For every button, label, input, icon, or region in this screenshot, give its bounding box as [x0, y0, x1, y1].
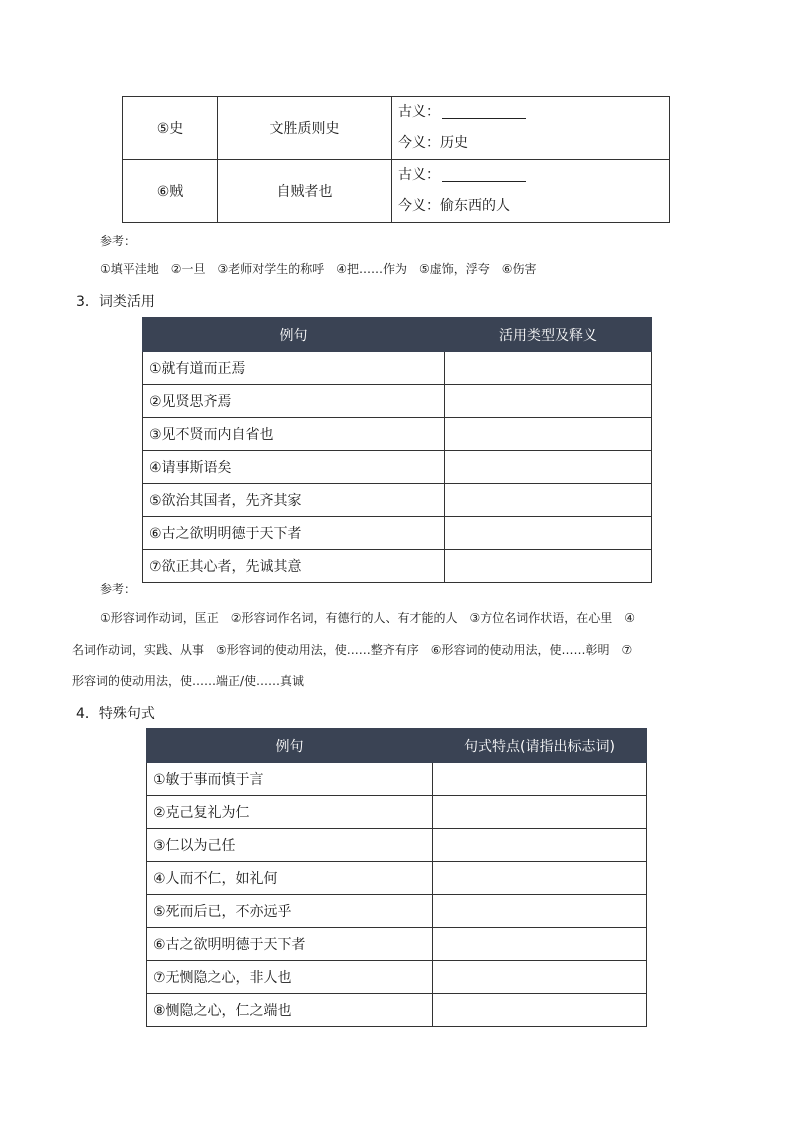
table-row [147, 862, 647, 895]
sentence-cell: 文胜质则史 [218, 97, 392, 160]
jin-yi-line: 今义：历史 [398, 135, 468, 151]
example-cell: ⑥古之欲明明德于天下者 [147, 928, 433, 961]
word-cell: ⑥贼 [123, 160, 218, 223]
table-row [147, 796, 647, 829]
example-cell: ⑦欲正其心者，先诚其意 [143, 550, 445, 583]
table-row [147, 829, 647, 862]
table-header-row [143, 318, 652, 352]
table-row [143, 418, 652, 451]
table-row [147, 961, 647, 994]
gu-yi-label: 古义： [398, 167, 440, 183]
table-row [147, 895, 647, 928]
example-cell: ④人而不仁，如礼何 [147, 862, 433, 895]
reference-line: ①形容词作动词，匡正 ②形容词作名词，有德行的人、有才能的人 ③方位名词作状语，在心里 ④ [100, 611, 636, 625]
answer-cell[interactable] [433, 796, 647, 829]
answer-cell[interactable] [433, 862, 647, 895]
answer-cell[interactable] [433, 961, 647, 994]
special-sentence-table [146, 728, 647, 1027]
section-title: 4．特殊句式 [76, 706, 155, 722]
reference-line: 形容词的使动用法，使……端正/使……真诚 [72, 674, 305, 688]
answer-cell[interactable] [445, 385, 652, 418]
answer-cell[interactable] [433, 829, 647, 862]
answer-cell[interactable] [445, 484, 652, 517]
gu-yi-line [392, 97, 669, 128]
answer-cell[interactable] [433, 895, 647, 928]
table-header-row [147, 729, 647, 763]
jin-yi-line: 今义：偷东西的人 [398, 198, 510, 214]
table-row [143, 484, 652, 517]
column-header: 活用类型及释义 [445, 318, 652, 352]
answer-blank[interactable] [442, 165, 526, 182]
table-row [147, 994, 647, 1027]
table-row [123, 160, 670, 223]
table-row [143, 352, 652, 385]
example-cell: ④请事斯语矣 [143, 451, 445, 484]
example-cell: ①敏于事而慎于言 [147, 763, 433, 796]
column-header: 例句 [147, 729, 433, 763]
gu-yi-line [392, 160, 669, 191]
gu-jin-yi-table [122, 96, 670, 223]
example-cell: ⑤死而后已，不亦远乎 [147, 895, 433, 928]
table-row [123, 97, 670, 160]
word-cell: ⑤史 [123, 97, 218, 160]
column-header: 例句 [143, 318, 445, 352]
example-cell: ②克己复礼为仁 [147, 796, 433, 829]
reference-text: ①填平洼地 ②一旦 ③老师对学生的称呼 ④把……作为 ⑤虚饰，浮夸 ⑥伤害 [100, 262, 537, 276]
example-cell: ⑤欲治其国者，先齐其家 [143, 484, 445, 517]
word-usage-table [142, 317, 652, 583]
table-row [147, 928, 647, 961]
example-cell: ②见贤思齐焉 [143, 385, 445, 418]
table-row [147, 763, 647, 796]
reference-label: 参考： [100, 234, 137, 248]
answer-cell[interactable] [445, 352, 652, 385]
sentence-cell: 自贼者也 [218, 160, 392, 223]
meaning-cell [392, 97, 670, 160]
answer-cell[interactable] [433, 763, 647, 796]
table-row [143, 550, 652, 583]
example-cell: ⑧恻隐之心，仁之端也 [147, 994, 433, 1027]
table-row [143, 385, 652, 418]
section-title: 3．词类活用 [76, 294, 155, 310]
column-header: 句式特点(请指出标志词) [433, 729, 647, 763]
answer-cell[interactable] [445, 517, 652, 550]
example-cell: ①就有道而正焉 [143, 352, 445, 385]
reference-label: 参考： [100, 582, 137, 596]
meaning-cell [392, 160, 670, 223]
example-cell: ⑥古之欲明明德于天下者 [143, 517, 445, 550]
answer-cell[interactable] [433, 928, 647, 961]
gu-yi-label: 古义： [398, 104, 440, 120]
table-row [143, 451, 652, 484]
answer-cell[interactable] [445, 451, 652, 484]
example-cell: ③仁以为己任 [147, 829, 433, 862]
answer-cell[interactable] [445, 418, 652, 451]
answer-cell[interactable] [433, 994, 647, 1027]
reference-line: 名词作动词，实践、从事 ⑤形容词的使动用法，使……整齐有序 ⑥形容词的使动用法，使……彰明 ⑦ [72, 643, 633, 657]
example-cell: ⑦无恻隐之心，非人也 [147, 961, 433, 994]
example-cell: ③见不贤而内自省也 [143, 418, 445, 451]
table-row [143, 517, 652, 550]
answer-cell[interactable] [445, 550, 652, 583]
answer-blank[interactable] [442, 102, 526, 119]
